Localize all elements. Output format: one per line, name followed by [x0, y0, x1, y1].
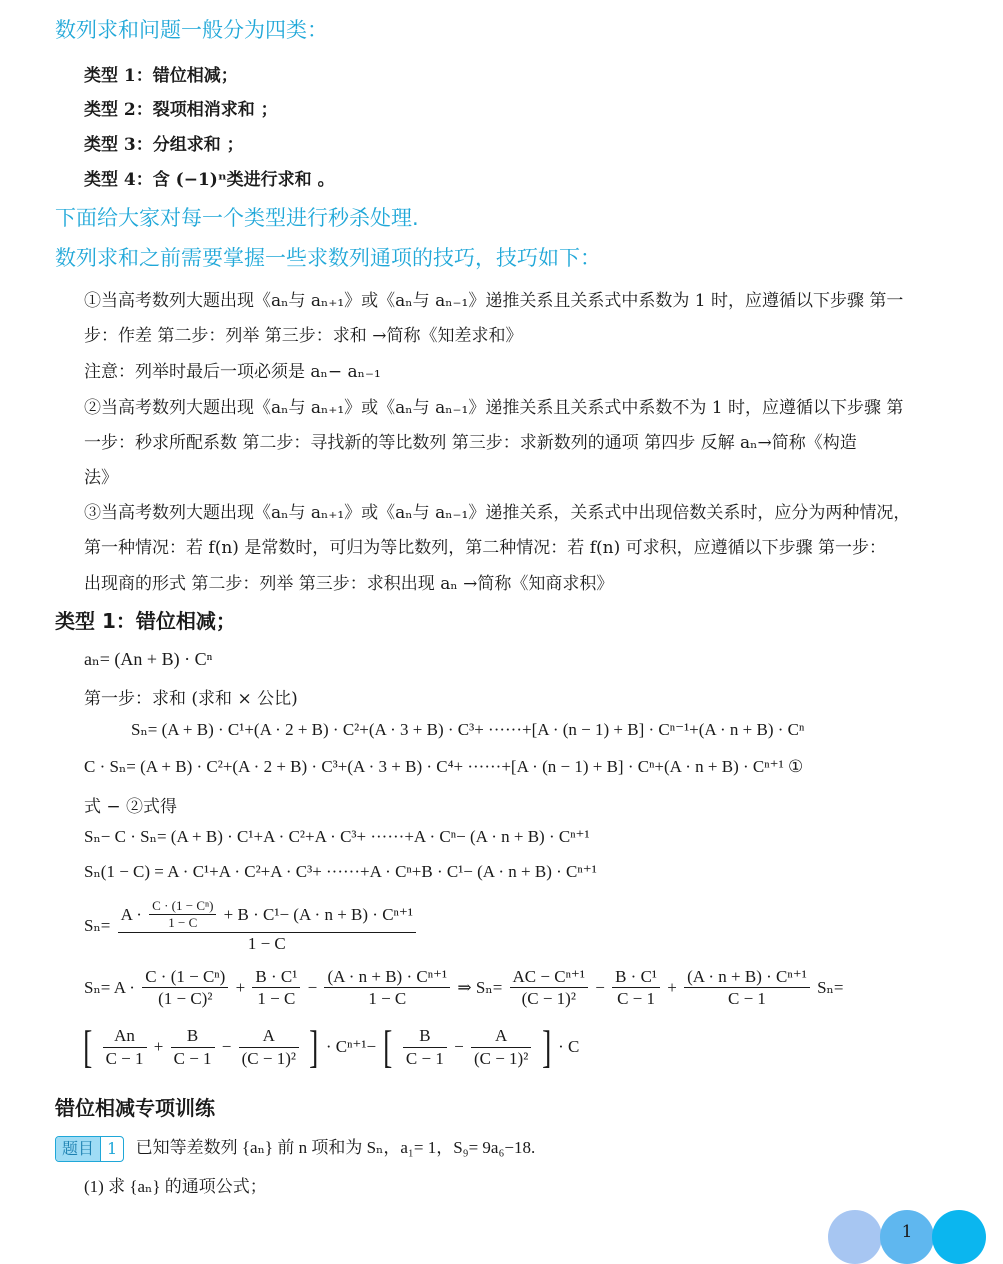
step-1: 第一步：求和 (求和 × 公比) — [84, 689, 298, 709]
frac3-a-num: An — [103, 1025, 147, 1047]
frac3-left-bracket-1: [ — [83, 1021, 93, 1072]
equation-fraction-3 — [80, 1021, 1003, 1072]
equation-sn: Sₙ= (A + B) · C¹+(A · 2 + B) · C²+(A · 3 + B) · C³+ ······+[A · (n − 1) + B] · Cⁿ⁻¹+(A · n + B) · Cⁿ — [131, 720, 805, 739]
frac3-plus: + — [153, 1037, 164, 1056]
frac3-c-den: (C − 1)² — [241, 1048, 296, 1068]
problem-number: 1 — [100, 1137, 123, 1161]
formula-an: aₙ= (An + B) · Cⁿ — [84, 649, 213, 669]
frac3-e-den: (C − 1)² — [473, 1048, 529, 1068]
equation-diff-label: 式 − ②式得 — [84, 797, 178, 817]
page-circle-right — [932, 1210, 986, 1264]
frac2-minus-2: − — [595, 977, 605, 997]
frac2-plus-1: + — [235, 977, 246, 997]
frac3-a — [103, 1025, 147, 1069]
frac2-t3-den: 1 − C — [368, 989, 407, 1009]
header-line: 数列求和问题一般分为四类： — [55, 18, 328, 42]
frac1-num-suffix: + B · C¹− (A · n + B) · Cⁿ⁺¹ — [223, 905, 413, 925]
tip-line-7: ③当高考数列大题出现《aₙ与 aₙ₊₁》或《aₙ与 aₙ₋₁》递推关系，关系式中出现倍数关系时，应分为两种情况， — [84, 503, 911, 523]
problem-badge — [55, 1136, 124, 1162]
page-number: 1 — [901, 1222, 913, 1242]
frac3-end: · C — [558, 1037, 580, 1056]
frac2-t4-num: AC − Cⁿ⁺¹ — [510, 966, 588, 988]
frac1-main — [118, 898, 416, 954]
frac2-term-1 — [142, 966, 228, 1010]
frac3-c — [239, 1025, 299, 1069]
frac3-e-num: A — [471, 1025, 531, 1047]
frac2-lhs: Sₙ= A · — [84, 977, 135, 997]
frac1-den: 1 − C — [247, 933, 286, 953]
equation-subtract-1: Sₙ− C · Sₙ= (A + B) · C¹+A · C²+A · C³+ ······+A · Cⁿ− (A · n + B) · Cⁿ⁺¹ — [84, 827, 590, 846]
tip-line-8: 第一种情况：若 f(n) 是常数时，可归为等比数列，第二种情况：若 f(n) 可求积，应遵循以下步骤 第一步： — [84, 538, 887, 558]
frac1-inner-num: C · (1 − Cⁿ) — [149, 898, 216, 915]
frac3-minus: − — [221, 1037, 232, 1056]
frac2-minus-1: − — [307, 977, 318, 997]
frac2-term-3 — [324, 966, 450, 1010]
frac3-d-num: B — [403, 1025, 447, 1047]
frac2-t5-num: B · C¹ — [612, 966, 660, 988]
equation-c-sn: C · Sₙ= (A + B) · C²+(A · 2 + B) · C³+(A · 3 + B) · C⁴+ ······+[A · (n − 1) + B] · Cⁿ+(A · n + B) · Cⁿ⁺¹ ① — [84, 757, 804, 776]
problem-text: 已知等差数列 {aₙ} 前 n 项和为 Sₙ，a₁= 1，S₉= 9a₆−18. — [135, 1138, 536, 1157]
frac2-t6-den: C − 1 — [728, 989, 766, 1009]
problem-part-1: (1) 求 {aₙ} 的通项公式； — [84, 1177, 267, 1196]
frac3-left-bracket-2: [ — [383, 1021, 393, 1072]
tip-line-4: ②当高考数列大题出现《aₙ与 aₙ₊₁》或《aₙ与 aₙ₋₁》递推关系且关系式中系数不为 1 时，应遵循以下步骤 第 — [84, 398, 904, 418]
tip-line-5: 一步：秒求所配系数 第二步：寻找新的等比数列 第三步：求新数列的通项 第四步 反解 aₙ→简称《构造 — [84, 433, 857, 453]
section-title: 类型 1：错位相减； — [55, 609, 236, 633]
problem-line — [55, 1133, 1003, 1162]
frac2-t5-den: C − 1 — [617, 989, 656, 1009]
frac2-t1-den: (1 − C)² — [158, 989, 213, 1009]
frac3-d — [403, 1025, 447, 1069]
equation-fraction-2 — [84, 966, 1003, 1010]
frac2-t1-num: C · (1 − Cⁿ) — [142, 966, 228, 988]
frac1-inner — [149, 898, 216, 932]
frac3-minus-2: − — [454, 1037, 464, 1056]
frac2-term-4 — [510, 966, 588, 1010]
frac3-mid: · Cⁿ⁺¹− — [325, 1037, 377, 1056]
tip-line-3: 注意：列举时最后一项必须是 aₙ− aₙ₋₁ — [84, 362, 381, 382]
tip-line-1: ①当高考数列大题出现《aₙ与 aₙ₊₁》或《aₙ与 aₙ₋₁》递推关系且关系式中系数为 1 时，应遵循以下步骤 第一 — [84, 291, 904, 311]
frac2-t3-num: (A · n + B) · Cⁿ⁺¹ — [324, 966, 450, 988]
frac2-t2-den: 1 − C — [257, 989, 296, 1009]
frac2-term-2 — [252, 966, 300, 1010]
frac3-a-den: C − 1 — [105, 1048, 144, 1068]
frac2-plus-2: + — [667, 977, 677, 997]
type-item-3: 类型 3：分组求和 ； — [84, 135, 244, 155]
frac2-term-5 — [612, 966, 660, 1010]
tips-heading: 数列求和之前需要掌握一些求数列通项的技巧，技巧如下： — [55, 246, 601, 270]
frac1-inner-den: 1 − C — [168, 915, 198, 931]
frac3-c-num: A — [239, 1025, 299, 1047]
tip-line-6: 法》 — [84, 468, 118, 488]
frac2-tail: Sₙ= — [817, 977, 844, 997]
frac3-b-den: C − 1 — [173, 1048, 212, 1068]
equation-subtract-2: Sₙ(1 − C) = A · C¹+A · C²+A · C³+ ······+A · Cⁿ+B · C¹− (A · n + B) · Cⁿ⁺¹ — [84, 862, 597, 881]
frac2-term-6 — [684, 966, 810, 1010]
frac3-d-den: C − 1 — [405, 1048, 444, 1068]
frac3-right-bracket-1: ] — [309, 1021, 319, 1072]
type-item-1: 类型 1：错位相减； — [84, 66, 238, 86]
type-item-4: 类型 4：含 (−1)ⁿ类进行求和 。 — [84, 170, 335, 190]
intro-line: 下面给大家对每一个类型进行秒杀处理. — [55, 206, 419, 230]
equation-fraction-1 — [84, 898, 1003, 954]
page-circle-left — [828, 1210, 882, 1264]
tip-line-2: 步：作差 第二步：列举 第三步：求和 →简称《知差求和》 — [84, 326, 523, 346]
frac2-t2-num: B · C¹ — [252, 966, 300, 988]
frac2-t6-num: (A · n + B) · Cⁿ⁺¹ — [684, 966, 810, 988]
type-item-2: 类型 2：裂项相消求和 ； — [84, 100, 278, 120]
frac3-b — [171, 1025, 215, 1069]
frac2-arrow: ⇒ Sₙ= — [457, 977, 503, 997]
frac1-num-prefix: A · — [120, 905, 142, 925]
problem-label: 题目 — [56, 1137, 100, 1161]
frac3-e — [471, 1025, 531, 1069]
frac3-right-bracket-2: ] — [541, 1021, 551, 1072]
frac3-b-num: B — [171, 1025, 215, 1047]
tip-line-9: 出现商的形式 第二步：列举 第三步：求积出现 aₙ →简称《知商求积》 — [84, 574, 614, 594]
frac2-t4-den: (C − 1)² — [521, 989, 576, 1009]
training-title: 错位相减专项训练 — [55, 1096, 215, 1120]
frac1-lhs: Sₙ= — [84, 915, 111, 935]
